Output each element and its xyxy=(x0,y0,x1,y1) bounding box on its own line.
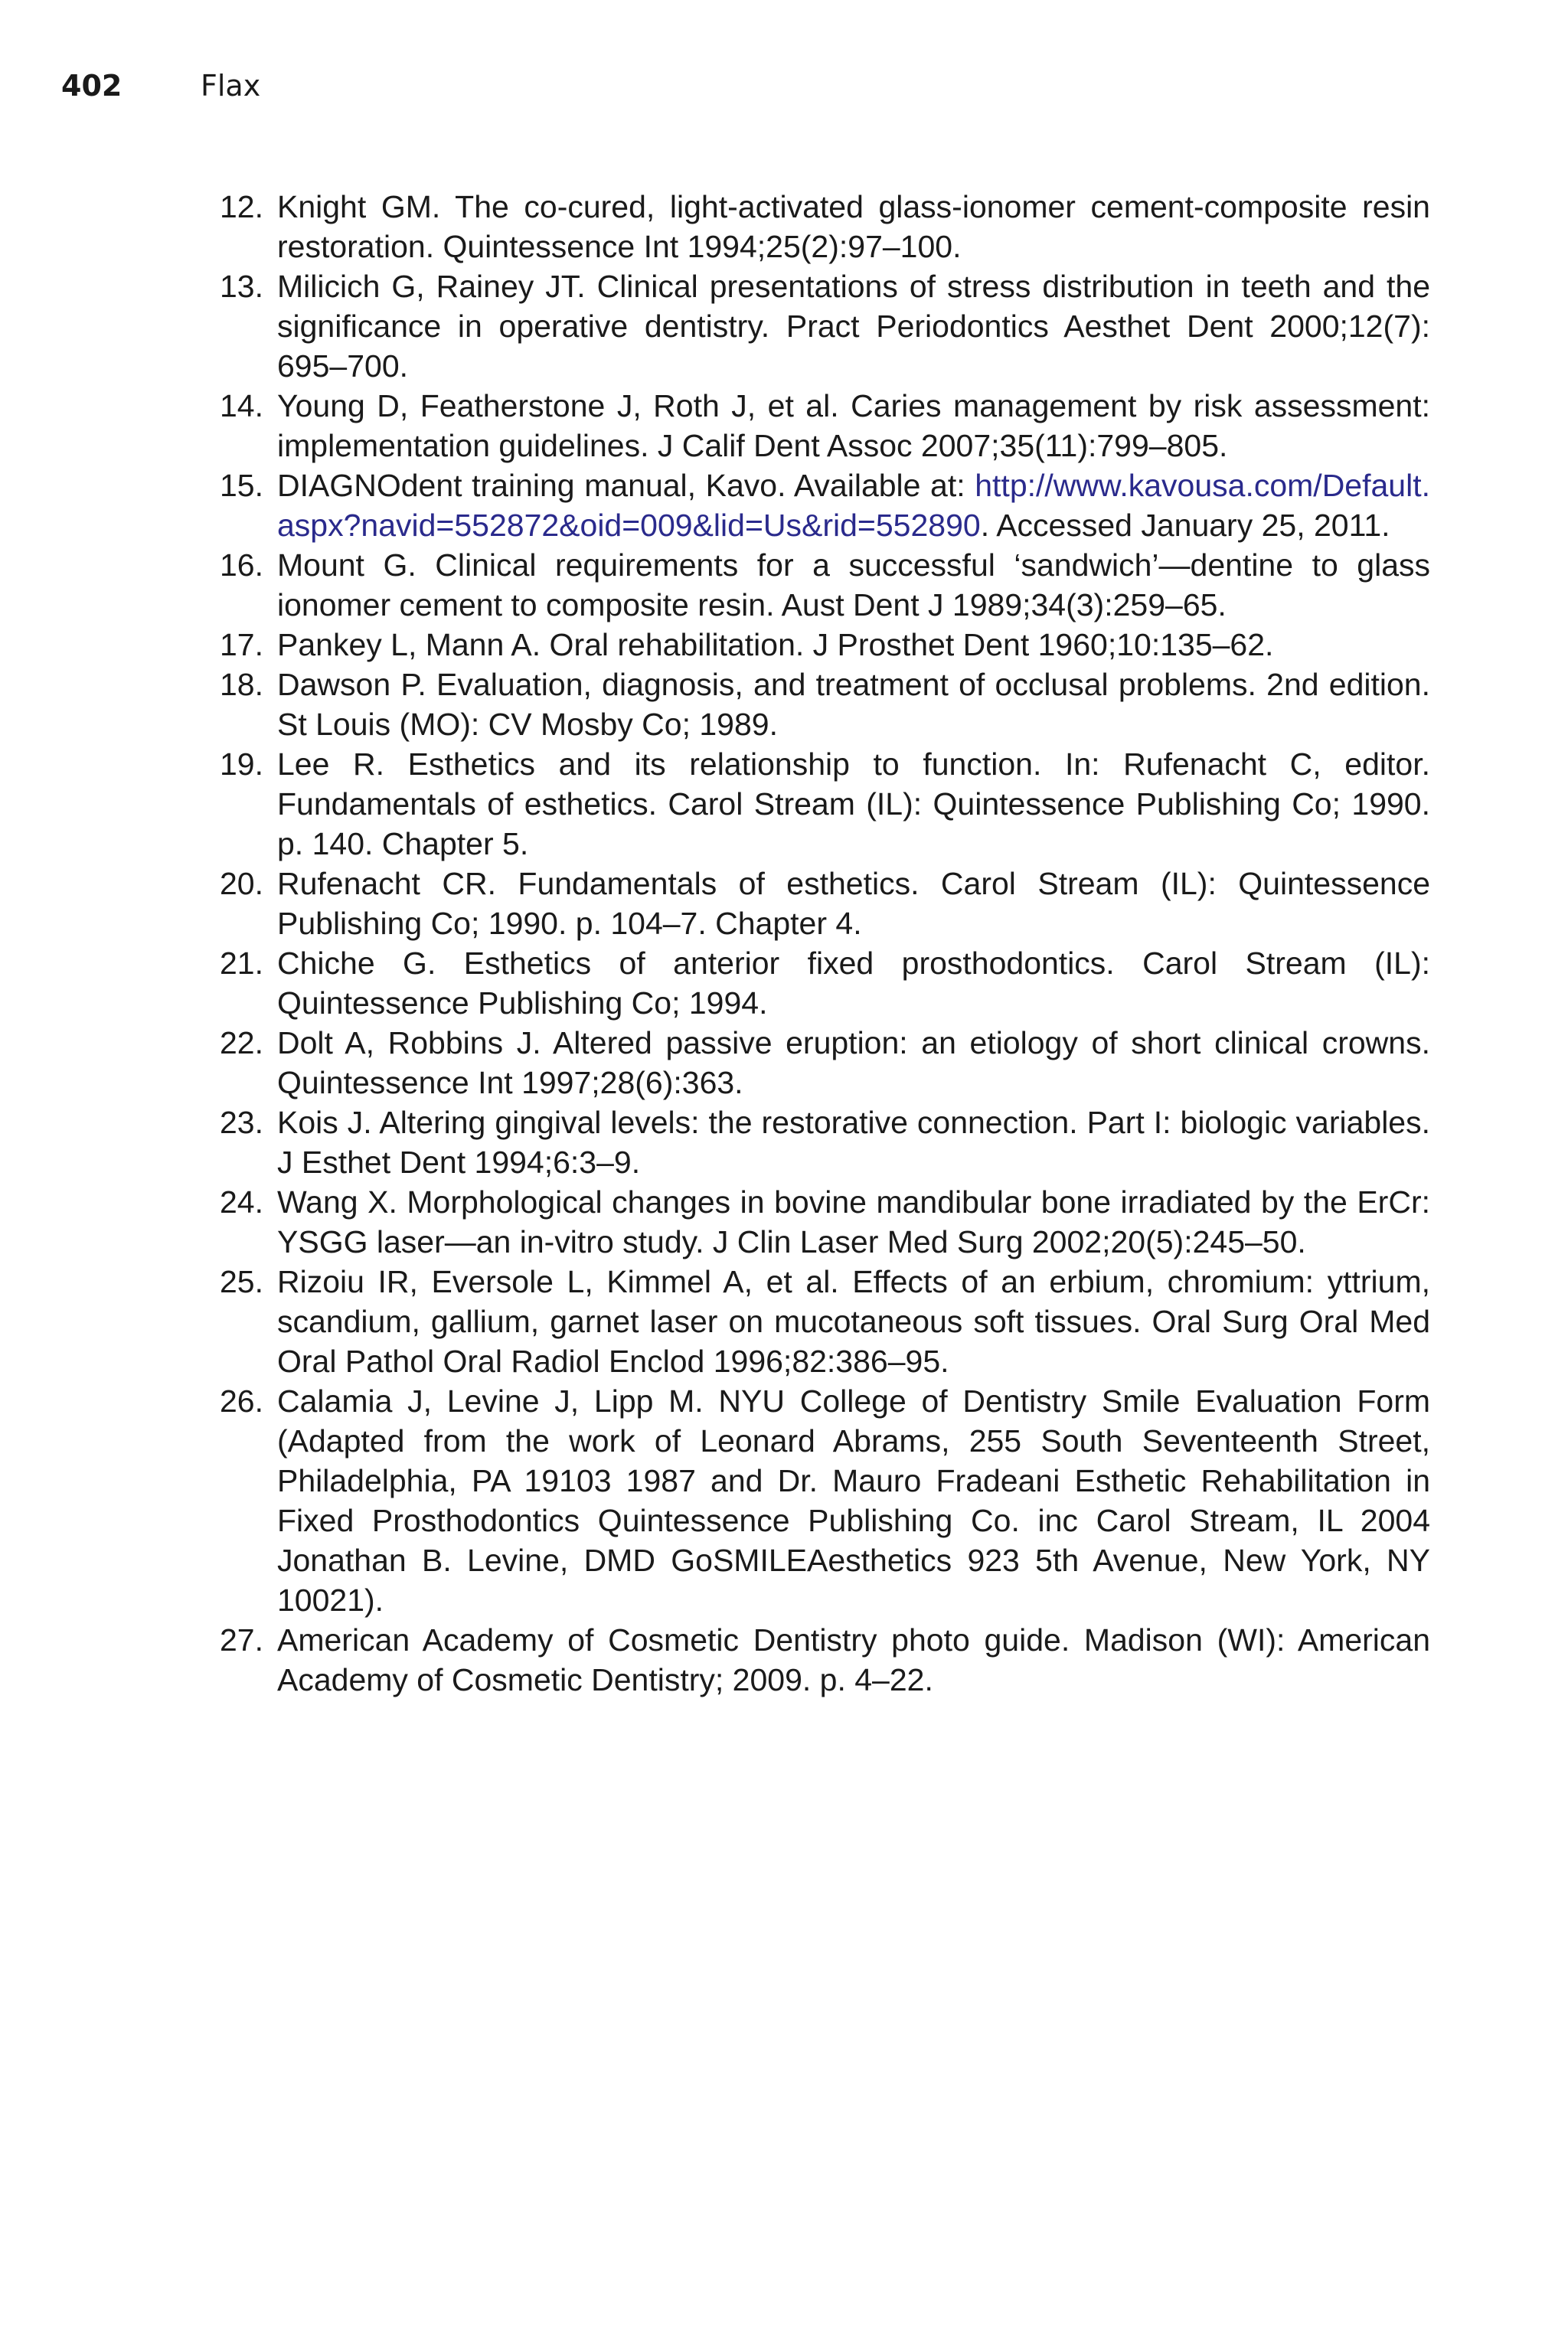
reference-number: 26. xyxy=(220,1383,263,1419)
reference-text: Dawson P. Evaluation, diagnosis, and treatment of occlusal problems. 2nd edition. St Louis (MO): CV Mosby Co; 1989. xyxy=(277,667,1430,742)
reference-item xyxy=(202,744,1430,864)
reference-item xyxy=(202,1182,1430,1262)
reference-item xyxy=(202,266,1430,386)
running-head-author: Flax xyxy=(201,69,261,103)
reference-text: Dolt A, Robbins J. Altered passive eruption: an etiology of short clinical crowns. Quintessence Int 1997;28(6):363. xyxy=(277,1025,1430,1100)
reference-text: Calamia J, Levine J, Lipp M. NYU College of Dentistry Smile Evaluation Form (Adapted from the work of Leonard Abrams, 255 South Seventeenth Street, Philadelphia, PA 19103 1987 and Dr. Mauro Fradeani Esthetic Rehabilitation in Fixed Prosthodontics Quintessence Publishing Co. inc Carol Stream, IL 2004 Jonathan B. Levine, DMD GoSMILEAesthetics 923 5th Avenue, New York, NY 10021). xyxy=(277,1383,1430,1618)
reference-number: 25. xyxy=(220,1264,263,1299)
reference-number: 19. xyxy=(220,746,263,782)
reference-text: Rufenacht CR. Fundamentals of esthetics. Carol Stream (IL): Quintessence Publishing Co; 1990. p. 104–7. Chapter 4. xyxy=(277,866,1430,941)
reference-item xyxy=(202,466,1430,545)
reference-item xyxy=(202,1023,1430,1102)
reference-number: 21. xyxy=(220,946,263,981)
reference-item xyxy=(202,864,1430,943)
reference-text: Lee R. Esthetics and its relationship to function. In: Rufenacht C, editor. Fundamentals of esthetics. Carol Stream (IL): Quintessence Publishing Co; 1990. p. 140. Chapter 5. xyxy=(277,746,1430,861)
page-number: 402 xyxy=(61,69,122,103)
reference-number: 24. xyxy=(220,1184,263,1220)
reference-number: 18. xyxy=(220,667,263,702)
reference-number: 13. xyxy=(220,269,263,304)
reference-item xyxy=(202,1620,1430,1700)
reference-item xyxy=(202,1262,1430,1381)
reference-text: Kois J. Altering gingival levels: the restorative connection. Part I: biologic variables. J Esthet Dent 1994;6:3–9. xyxy=(277,1105,1430,1180)
reference-item xyxy=(202,625,1430,665)
reference-item xyxy=(202,1102,1430,1182)
reference-text: Knight GM. The co-cured, light-activated glass-ionomer cement-composite resin restoration. Quintessence Int 1994;25(2):97–100. xyxy=(277,189,1430,264)
reference-text: Rizoiu IR, Eversole L, Kimmel A, et al. Effects of an erbium, chromium: yttrium, scandium, gallium, garnet laser on mucotaneous soft tissues. Oral Surg Oral Med Oral Pathol Oral Radiol Enclod 1996;82:386–95. xyxy=(277,1264,1430,1379)
reference-number: 16. xyxy=(220,547,263,583)
reference-item xyxy=(202,545,1430,625)
reference-url-link[interactable]: http://www.kavousa.com/Default.aspx?navid=552872&oid=009&lid=Us&rid=552890 xyxy=(277,468,1430,543)
reference-item xyxy=(202,187,1430,266)
reference-text: Mount G. Clinical requirements for a successful ‘sandwich’—dentine to glass ionomer cement to composite resin. Aust Dent J 1989;34(3):259–65. xyxy=(277,547,1430,622)
reference-number: 15. xyxy=(220,468,263,503)
reference-text xyxy=(263,466,1430,545)
reference-item xyxy=(202,943,1430,1023)
reference-text: Wang X. Morphological changes in bovine mandibular bone irradiated by the ErCr: YSGG laser—an in-vitro study. J Clin Laser Med Surg 2002;20(5):245–50. xyxy=(277,1184,1430,1259)
reference-item xyxy=(202,1381,1430,1620)
reference-text: Chiche G. Esthetics of anterior fixed prosthodontics. Carol Stream (IL): Quintessence Publishing Co; 1994. xyxy=(277,946,1430,1021)
reference-number: 23. xyxy=(220,1105,263,1140)
reference-number: 27. xyxy=(220,1622,263,1658)
reference-number: 22. xyxy=(220,1025,263,1060)
reference-text: Milicich G, Rainey JT. Clinical presentations of stress distribution in teeth and the significance in operative dentistry. Pract Periodontics Aesthet Dent 2000;12(7): 695–700. xyxy=(277,269,1430,384)
reference-number: 17. xyxy=(220,627,263,662)
reference-text-before-link: DIAGNOdent training manual, Kavo. Available at: xyxy=(277,468,975,503)
reference-text: American Academy of Cosmetic Dentistry photo guide. Madison (WI): American Academy of Cosmetic Dentistry; 2009. p. 4–22. xyxy=(277,1622,1430,1697)
reference-item xyxy=(202,386,1430,466)
reference-item xyxy=(202,665,1430,744)
reference-list xyxy=(202,187,1430,1700)
reference-number: 20. xyxy=(220,866,263,901)
reference-text: Young D, Featherstone J, Roth J, et al. Caries management by risk assessment: implementation guidelines. J Calif Dent Assoc 2007;35(11):799–805. xyxy=(277,388,1430,463)
running-head xyxy=(61,64,260,107)
reference-number: 12. xyxy=(220,189,263,224)
reference-text: Pankey L, Mann A. Oral rehabilitation. J Prosthet Dent 1960;10:135–62. xyxy=(277,627,1274,662)
reference-number: 14. xyxy=(220,388,263,423)
reference-text-after-link: . Accessed January 25, 2011. xyxy=(980,508,1390,543)
